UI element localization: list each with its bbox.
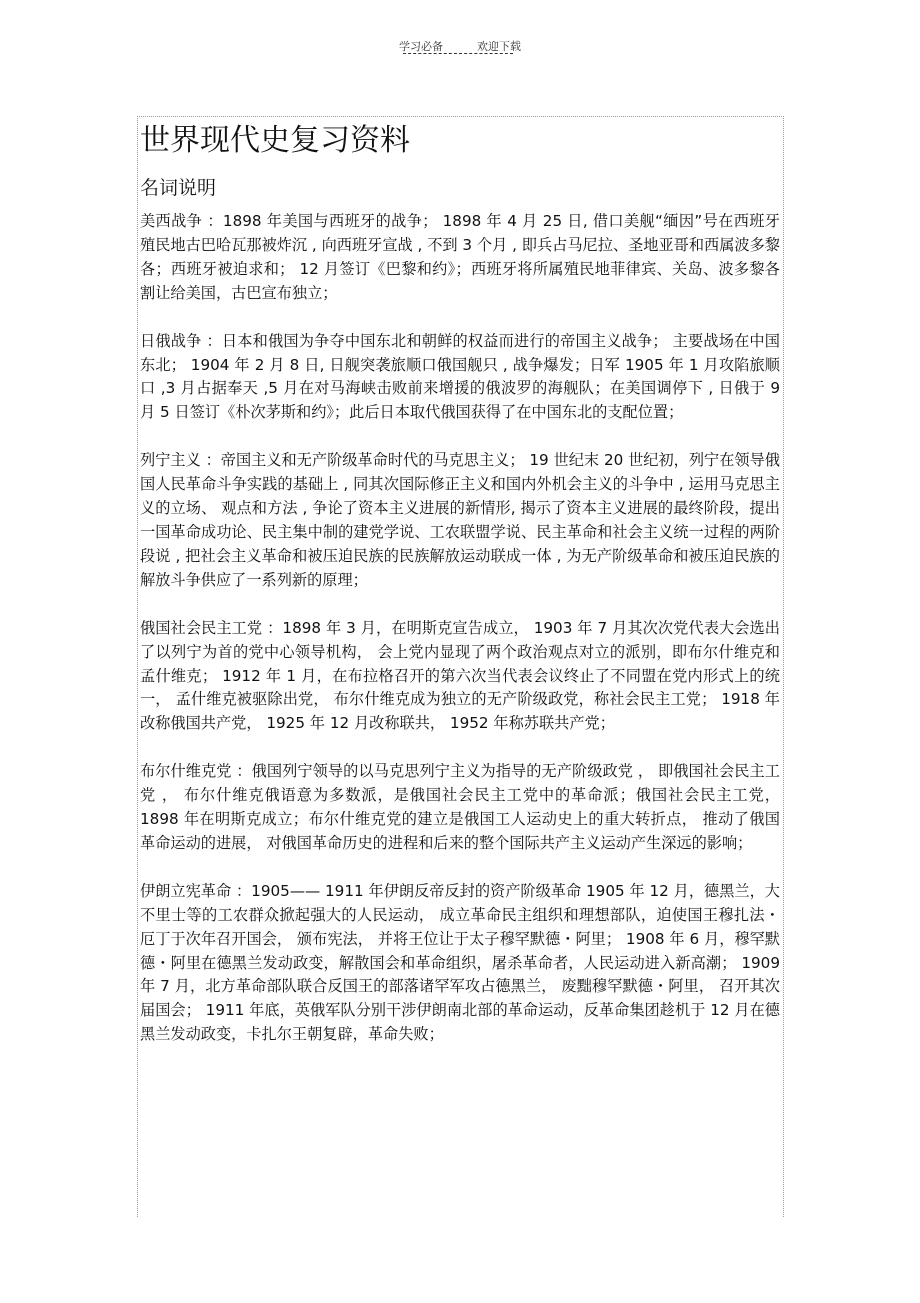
header-divider — [403, 53, 513, 54]
section-title: 名词说明 — [140, 177, 217, 199]
term-entry-russo-japanese-war: 日俄战争 ：日本和俄国为争夺中国东北和朝鲜的权益而进行的帝国主义战争； 主要战场在中国东北； 1904 年 2 月 8 日, 日舰突袭旅顺口俄国舰只 , 战争爆发；日军 1905 年 1 月攻陷旅顺口 ,3 月占据奉天 ,5 月在对马海峡击败前来增援的俄波罗的海舰队；在美国调停下 , 日俄于 9 月 5 日签订《朴次茅斯和约》；此后日本取代俄国获得了在中国东北的支配位置； — [140, 331, 780, 422]
header-right-text: 欢迎下载 — [477, 40, 521, 53]
term-entry-leninism: 列宁主义 ：帝国主义和无产阶级革命时代的马克思主义； 19 世纪末 20 世纪初，列宁在领导俄国人民革命斗争实践的基础上 , 同其次国际修正主义和国内外机会主义的斗争中 , 运用马克思主义的立场、 观点和方法 , 争论了资本主义进展的新情形, 揭示了资本主义进展的最终阶段，提出一国革命成功论、民主集中制的建党学说、工农联盟学说、民主革命和社会主义统一过程的两阶段说 , 把社会主义革命和被压迫民族的民族解放运动联成一体 , 为无产阶级革命和被压迫民族的解放斗争供应了一系列新的原理； — [140, 451, 780, 589]
term-entry-spanish-american-war: 美西战争 ：1898 年美国与西班牙的战争； 1898 年 4 月 25 日, 借口美舰“缅因”号在西班牙殖民地古巴哈瓦那被炸沉 , 向西班牙宣战 , 不到 3 个月 , 即兵占马尼拉、圣地亚哥和西属波多黎各；西班牙被迫求和； 12 月签订《巴黎和约》；西班牙将所属殖民地菲律宾、关岛、波多黎各割让给美国，古巴宣布独立； — [140, 212, 780, 302]
term-entry-iranian-constitutional-revolution: 伊朗立宪革命 ：1905—— 1911 年伊朗反帝反封的资产阶级革命 1905 年 12 月，德黑兰，大不里士等的工农群众掀起强大的人民运动， 成立革命民主组织和理想部队，迫使国王穆扎法・厄丁于次年召开国会， 颁布宪法， 并将王位让于太子穆罕默德・阿里； 1908 年 6 月，穆罕默德・阿里在德黑兰发动政变，解散国会和革命组织，屠杀革命者，人民运动进入新高潮； 1909 年 7 月，北方革命部队联合反国王的部落诸罕军攻占德黑兰， 废黜穆罕默德・阿里， 召开其次届国会； 1911 年底，英俄军队分别干涉伊朗南北部的革命运动，反革命集团趁机于 12 月在德黑兰发动政变，卡扎尔王朝复辟，革命失败； — [140, 881, 780, 1044]
term-entry-rsdlp: 俄国社会民主工党 ：1898 年 3 月，在明斯克宣告成立， 1903 年 7 月其次次党代表大会选出了以列宁为首的党中心领导机构， 会上党内显现了两个政治观点对立的派别，即布尔什维克和孟什维克； 1912 年 1 月，在布拉格召开的第六次当代表会议终止了不同盟在党内形式上的统一， 孟什维克被驱除出党， 布尔什维克成为独立的无产阶级政党，称社会民主工党； 1918 年改称俄国共产党， 1925 年 12 月改称联共， 1952 年称苏联共产党； — [140, 618, 780, 733]
term-entry-bolshevik-party: 布尔什维克党 ：俄国列宁领导的以马克思列宁主义为指导的无产阶级政党 ， 即俄国社会民主工党 ， 布尔什维克俄语意为多数派，是俄国社会民主工党中的革命派；俄国社会民主工党， 1898 年在明斯克成立；布尔什维克党的建立是俄国工人运动史上的重大转折点， 推动了俄国革命运动的进展， 对俄国革命历史的进程和后来的整个国际共产主义运动产生深远的影响； — [140, 762, 780, 852]
term-list — [140, 210, 780, 1071]
page-header — [0, 38, 920, 54]
header-left-text: 学习必备 — [399, 40, 443, 53]
document-title: 世界现代史复习资料 — [140, 123, 410, 158]
